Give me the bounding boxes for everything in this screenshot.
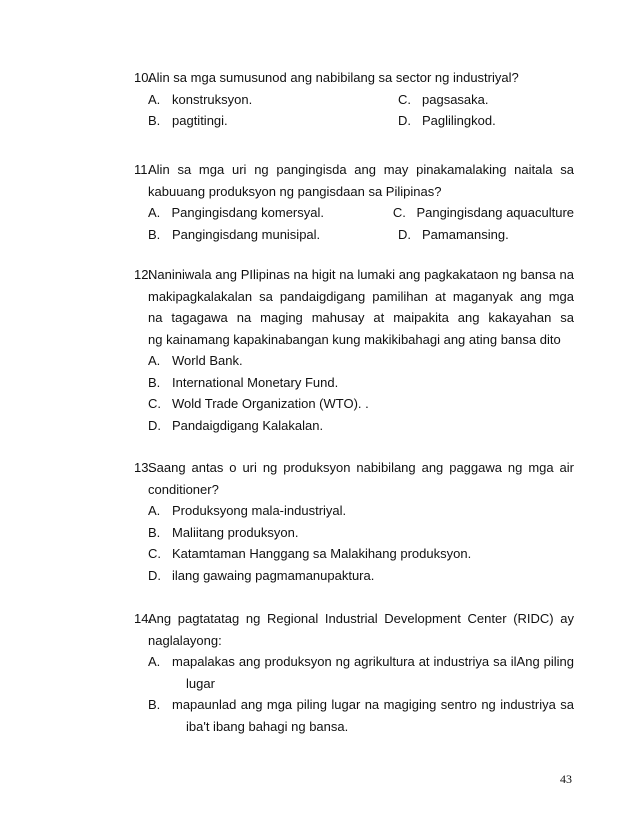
question-text: kabuuang produksyon ng pangisdaan sa Pilipinas?: [148, 183, 442, 199]
option-text: pagtitingi.: [172, 113, 228, 128]
option-letter: D.: [148, 567, 161, 583]
option-letter: D.: [148, 417, 161, 433]
option-letter: C.: [148, 546, 161, 561]
option-letter: B.: [148, 697, 161, 712]
question-13: [134, 457, 574, 586]
option-text: Produksyong mala-industriyal.: [172, 503, 347, 518]
option-row: [148, 202, 574, 224]
option-text: mapalakas ang produksyon ng agrikultura at industriya sa ilAng piling: [172, 654, 574, 669]
question-text: Saang antas o uri ng produksyon nabibilang ang paggawa ng mga air: [148, 460, 574, 475]
question-text: Naniniwala ang PIlipinas na higit na lumaki ang pagkakataon ng bansa na: [148, 267, 574, 282]
question-text: naglalayong:: [148, 632, 222, 648]
option-text-continuation: iba't ibang bahagi ng bansa.: [186, 718, 349, 734]
question-text: makipagkalakalan sa pandaigdigang pamilihan at maganyak ang mga: [148, 288, 574, 304]
option-text: Maliitang produksyon.: [172, 524, 299, 540]
option-text: Pandaigdigang Kalakalan.: [172, 417, 324, 433]
option-row: [148, 500, 574, 522]
option-row: [148, 694, 574, 716]
option-row: [148, 415, 574, 437]
question-number: 12.: [134, 267, 153, 282]
option-row: [148, 393, 574, 415]
option-text: Pangingisdang komersyal.: [171, 205, 324, 220]
option-row: [148, 110, 574, 132]
option-text: konstruksyon.: [172, 91, 253, 107]
question-text: Alin sa mga uri ng pangingisda ang may pinakamalaking naitala sa: [148, 162, 574, 177]
option-letter: A.: [148, 91, 161, 107]
option-text: ilang gawaing pagmamanupaktura.: [172, 567, 375, 583]
question-text: na tagagawa na maging mahusay at maipakita ang kakayahan sa: [148, 310, 574, 325]
option-text: Pamamansing.: [422, 226, 509, 242]
option-letter: B.: [148, 113, 161, 128]
option-letter: B.: [148, 374, 161, 390]
question-number: 14.: [134, 611, 153, 626]
question-text: Alin sa mga sumusunod ang nabibilang sa sector ng industriyal?: [148, 70, 519, 85]
option-row: [148, 89, 574, 111]
option-row: [148, 522, 574, 544]
question-10: [134, 67, 574, 132]
option-text: Katamtaman Hanggang sa Malakihang produksyon.: [172, 546, 472, 561]
question-12: [134, 264, 574, 436]
option-letter: C.: [392, 205, 406, 220]
option-text: Paglilingkod.: [422, 113, 496, 128]
option-letter: D.: [398, 226, 411, 242]
option-letter: B.: [148, 524, 161, 540]
option-text-continuation: lugar: [186, 675, 215, 691]
option-text: pagsasaka.: [422, 91, 489, 107]
option-row: [148, 651, 574, 673]
question-14: [134, 608, 574, 737]
option-text: Pangingisdang munisipal.: [172, 226, 321, 242]
option-letter: A.: [148, 205, 161, 220]
question-text: ng kainamang kapakinabangan kung makikibahagi ang ating bansa dito: [148, 331, 561, 347]
question-text: Ang pagtatatag ng Regional Industrial Development Center (RIDC) ay: [148, 611, 574, 626]
option-text: Wold Trade Organization (WTO). .: [172, 396, 369, 411]
question-number: 13.: [134, 460, 153, 475]
option-letter: A.: [148, 654, 161, 669]
option-text: World Bank.: [172, 353, 243, 368]
option-text: Pangingisdang aquaculture: [416, 205, 575, 220]
option-row: [148, 350, 574, 372]
option-row: [148, 543, 574, 565]
option-text: International Monetary Fund.: [172, 374, 339, 390]
option-letter: D.: [398, 113, 411, 128]
option-letter: C.: [148, 396, 161, 411]
question-text: conditioner?: [148, 481, 219, 497]
option-row: [148, 224, 574, 246]
option-text: mapaunlad ang mga piling lugar na magiging sentro ng industriya sa: [172, 697, 574, 712]
option-row: [148, 372, 574, 394]
page-number: 43: [560, 772, 572, 786]
option-row: [148, 565, 574, 587]
question-number: 11.: [134, 162, 152, 177]
option-letter: C.: [398, 91, 411, 107]
option-letter: B.: [148, 226, 161, 242]
question-11: [134, 159, 574, 245]
option-letter: A.: [148, 503, 161, 518]
option-letter: A.: [148, 353, 161, 368]
question-number: 10.: [134, 70, 153, 85]
